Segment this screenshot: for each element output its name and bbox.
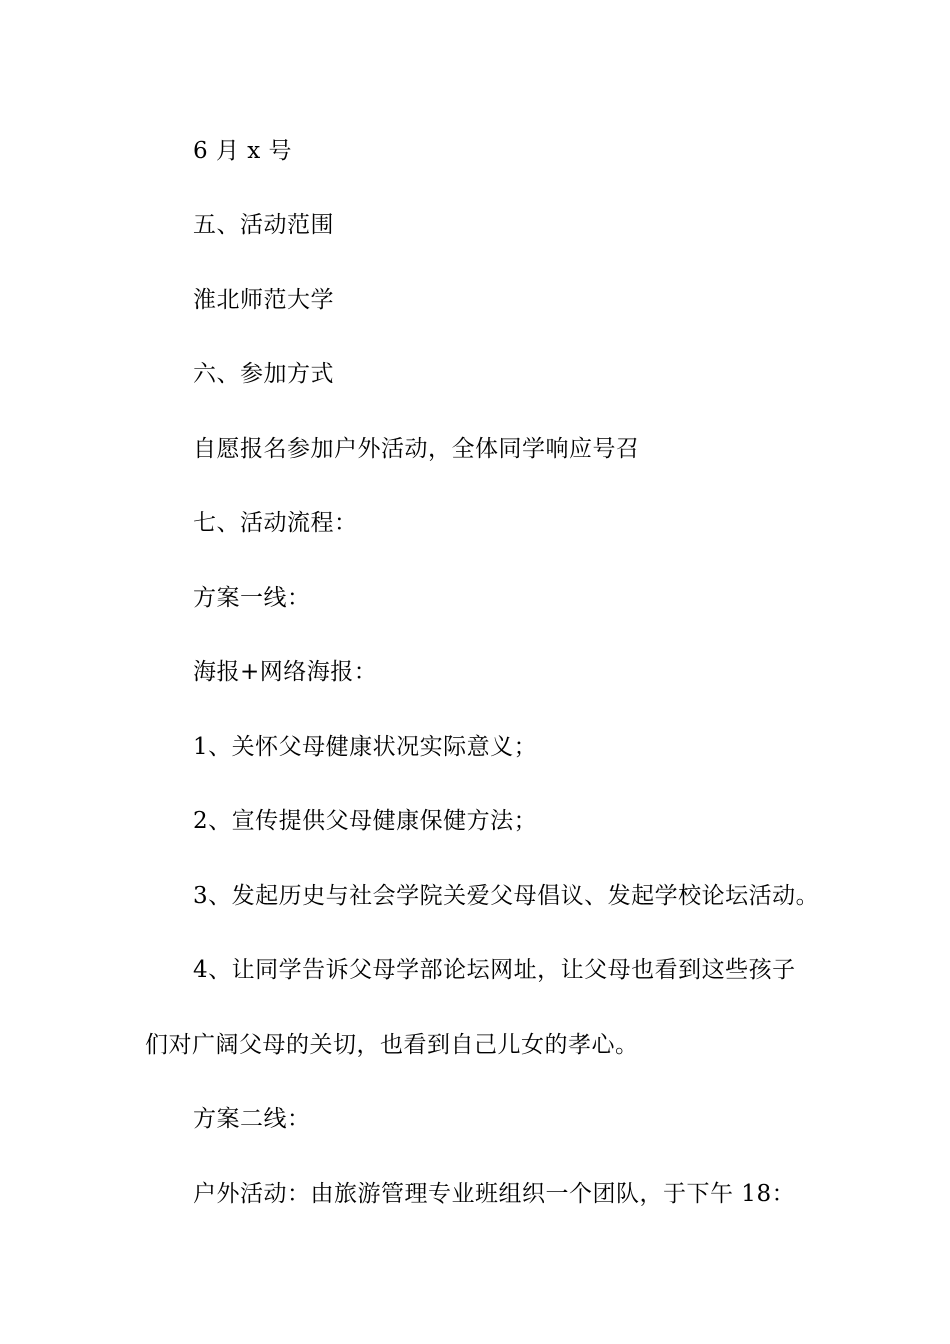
poster-heading: 海报+网络海报： xyxy=(193,659,378,685)
scope-text: 淮北师范大学 xyxy=(193,287,334,313)
list-item: 1、关怀父母健康状况实际意义； xyxy=(193,734,538,760)
participation-text: 自愿报名参加户外活动，全体同学响应号召 xyxy=(193,436,640,462)
section-heading-process: 七、活动流程： xyxy=(193,510,358,536)
list-item: 2、宣传提供父母健康保健方法； xyxy=(193,808,538,834)
outdoor-activity-text: 户外活动：由旅游管理专业班组织一个团队，于下午 18： xyxy=(193,1181,796,1207)
plan-one-heading: 方案一线： xyxy=(193,585,311,611)
date-line: 6 月 x 号 xyxy=(193,138,293,164)
list-item: 3、发起历史与社会学院关爱父母倡议、发起学校论坛活动。 xyxy=(193,883,820,909)
plan-two-heading: 方案二线： xyxy=(193,1106,311,1132)
section-heading-participation: 六、参加方式 xyxy=(193,361,334,387)
list-item: 4、让同学告诉父母学部论坛网址，让父母也看到这些孩子 xyxy=(193,957,796,983)
list-item-continuation: 们对广阔父母的关切，也看到自己儿女的孝心。 xyxy=(145,1032,639,1058)
section-heading-scope: 五、活动范围 xyxy=(193,212,334,238)
